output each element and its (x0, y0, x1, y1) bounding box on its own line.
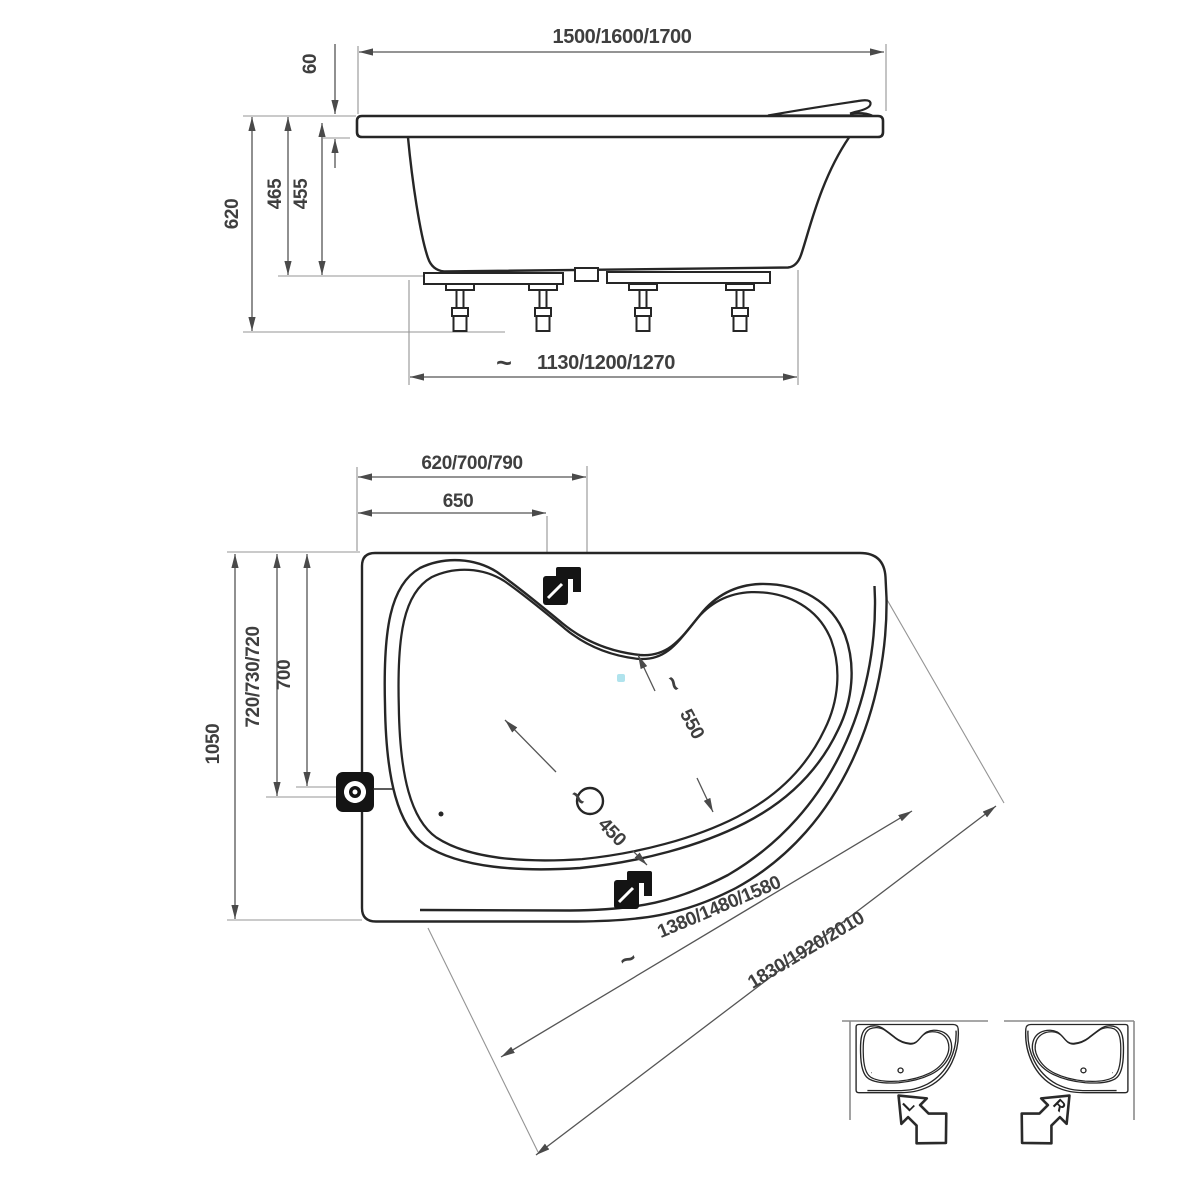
dimension-label-overall-diagonal: 1830/1920/2010 (744, 907, 869, 994)
leg (446, 284, 474, 331)
dimension-label-headrest-width: 550 (675, 705, 708, 743)
right-variant-plan (1026, 1025, 1128, 1093)
approx-symbol: ~ (614, 942, 641, 977)
leg (629, 284, 657, 331)
dimension-label-depth-outer: 465 (265, 178, 286, 210)
support-board (607, 272, 770, 283)
headrest-profile (768, 100, 872, 115)
side-elevation-view (222, 26, 886, 385)
right-variant-letter: R (1049, 1095, 1070, 1116)
approx-symbol: ~ (656, 669, 691, 698)
left-variant-thumbnail (842, 1021, 988, 1158)
dimension-label-depth-inner: 455 (291, 178, 312, 210)
approx-symbol: ~ (496, 348, 512, 378)
left-variant-letter: L (899, 1096, 919, 1116)
leg (529, 284, 557, 331)
drain-outlet (575, 268, 598, 281)
orientation-options (842, 1021, 1134, 1158)
support-board (424, 273, 563, 284)
dimension-label-base-length: 1130/1200/1270 (537, 352, 675, 374)
right-variant-thumbnail (1004, 1021, 1134, 1158)
bathtub-side-profile (357, 100, 883, 331)
dimension-label-rim-thickness: 60 (300, 53, 321, 75)
extension-line-diagonal (878, 584, 1004, 803)
waste-control-icon (336, 772, 374, 812)
dimension-label-back-width: 720/730/720 (243, 626, 264, 728)
approx-symbol: ~ (561, 781, 595, 815)
rim-profile (357, 116, 883, 137)
dimension-label-drain-offset: 620/700/790 (421, 453, 523, 474)
shell-profile (408, 138, 849, 272)
leg (726, 284, 754, 331)
adjustable-legs (446, 284, 754, 331)
extension-line-diagonal (428, 928, 538, 1152)
dimension-label-side-width: 1050 (203, 723, 224, 765)
left-variant-plan (856, 1025, 958, 1093)
artifact-speck (617, 674, 625, 682)
bathtub-plan-outline (362, 553, 887, 922)
dimension-label-tap-offset: 650 (442, 491, 474, 512)
dimension-label-seat-width: 450 (593, 814, 630, 851)
dimension-label-inner-width: 700 (274, 659, 295, 691)
dimension-label-total-height: 620 (222, 198, 243, 230)
dimension-label-front-edge: 1380/1480/1580 (654, 872, 784, 943)
dimension-label-overall-length: 1500/1600/1700 (552, 26, 692, 48)
